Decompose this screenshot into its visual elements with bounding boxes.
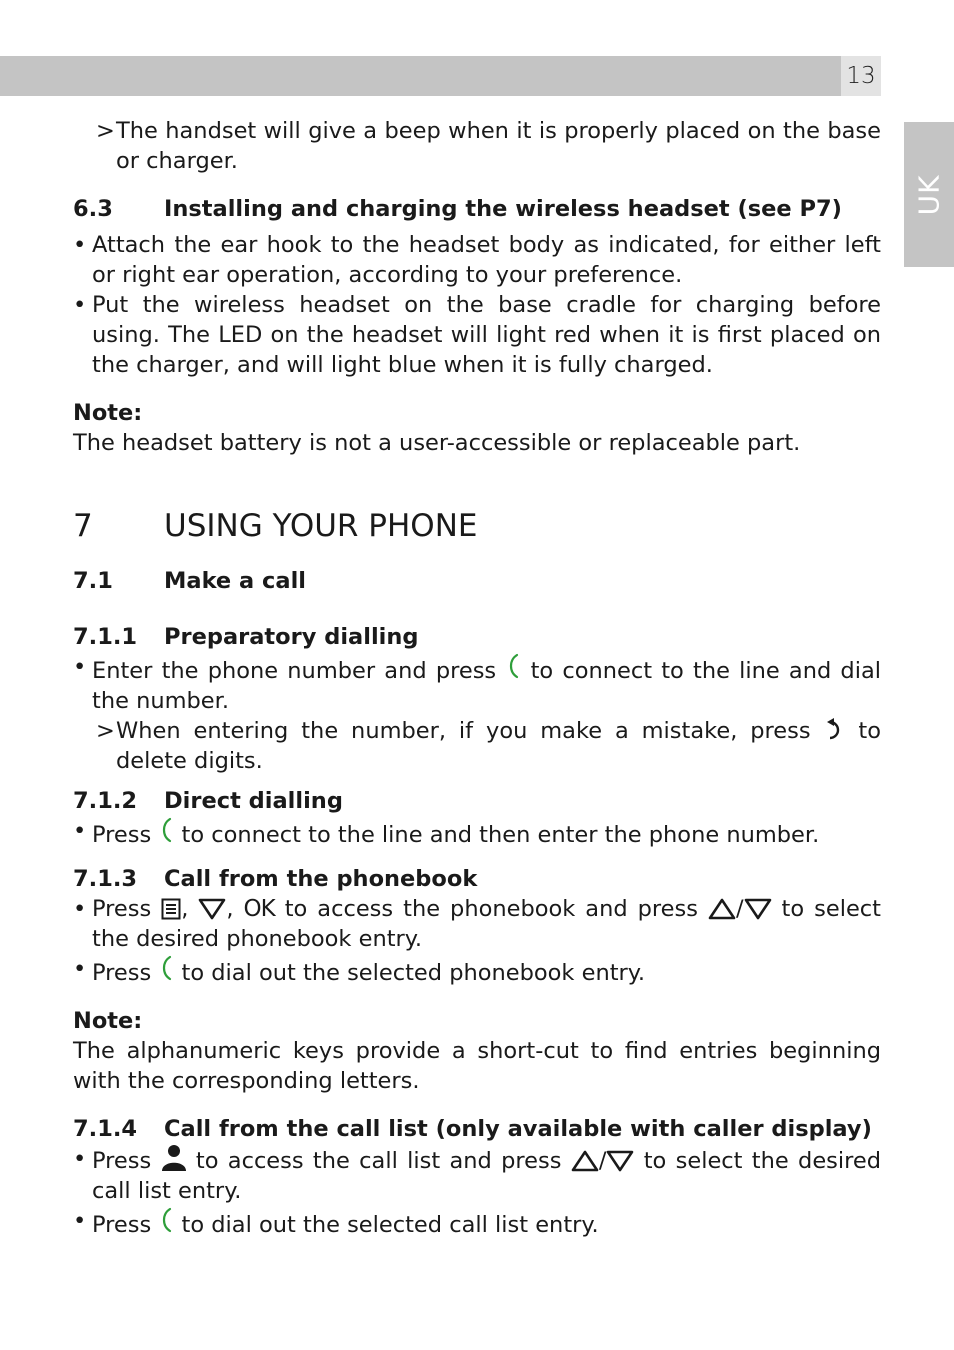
up-triangle-icon <box>708 898 736 920</box>
language-tab <box>904 122 954 267</box>
section-heading-7-1-4: 7.1.4 Call from the call list (only available with caller display) <box>73 1116 872 1142</box>
back-delete-icon <box>824 716 846 742</box>
section-heading-6-3: 6.3 Installing and charging the wireless headset (see P7) <box>73 196 842 222</box>
down-triangle-icon <box>744 898 772 920</box>
bullet-ear-hook: • Attach the ear hook to the headset body as indicated, for either left or right ear operation, according to your preference. <box>73 232 881 288</box>
bullet-preparatory: • Enter the phone number and press to connect to the line and dial the number. <box>73 654 882 714</box>
section-heading-7-1: 7.1 Make a call <box>73 568 306 594</box>
ok-key-label: OK <box>243 896 275 922</box>
phone-call-icon <box>158 816 174 846</box>
page-content <box>73 116 881 1240</box>
note-text: The headset battery is not a user-accessible or replaceable part. <box>73 430 801 456</box>
section-heading-7-1-3: 7.1.3 Call from the phonebook <box>73 866 478 892</box>
call-list-person-icon <box>161 1144 187 1172</box>
note-text: The alphanumeric keys provide a short-cut to find entries beginning with the corresponding letters. <box>73 1038 881 1094</box>
language-tab-label: UK <box>912 174 946 215</box>
note-label: Note: <box>73 1008 143 1034</box>
down-triangle-icon <box>198 898 226 920</box>
header-bar <box>0 56 841 96</box>
section-heading-7-1-1: 7.1.1 Preparatory dialling <box>73 624 419 650</box>
sub-delete-digits: > When entering the number, if you make a mistake, press to delete digits. <box>96 718 881 774</box>
note-arrow-line: > The handset will give a beep when it is properly placed on the base or charger. <box>96 118 881 174</box>
bullet-direct-dialling: • Press to connect to the line and then enter the phone number. <box>73 818 820 848</box>
bullet-call-list-dial: • Press to dial out the selected call list entry. <box>73 1208 599 1238</box>
phone-call-icon <box>158 954 174 984</box>
menu-list-icon <box>161 898 181 920</box>
bullet-phonebook-access: • Press , , OK to access the phonebook and press / to select the desired phonebook entry. <box>73 896 881 952</box>
note-label: Note: <box>73 400 143 426</box>
phone-call-icon <box>505 652 521 682</box>
bullet-charging: • Put the wireless headset on the base cradle for charging before using. The LED on the headset will light red when it is first placed on the charger, and will light blue when it is fully charged. <box>73 292 881 378</box>
chapter-heading-7: 7 USING YOUR PHONE <box>73 508 478 544</box>
up-triangle-icon <box>571 1150 599 1172</box>
bullet-phonebook-dial: • Press to dial out the selected phonebook entry. <box>73 956 646 986</box>
bullet-call-list-access: • Press to access the call list and press / to select the desired call list entry. <box>73 1146 882 1204</box>
page-number: 13 <box>841 56 881 96</box>
down-triangle-icon <box>606 1150 634 1172</box>
phone-call-icon <box>158 1206 174 1236</box>
section-heading-7-1-2: 7.1.2 Direct dialling <box>73 788 343 814</box>
